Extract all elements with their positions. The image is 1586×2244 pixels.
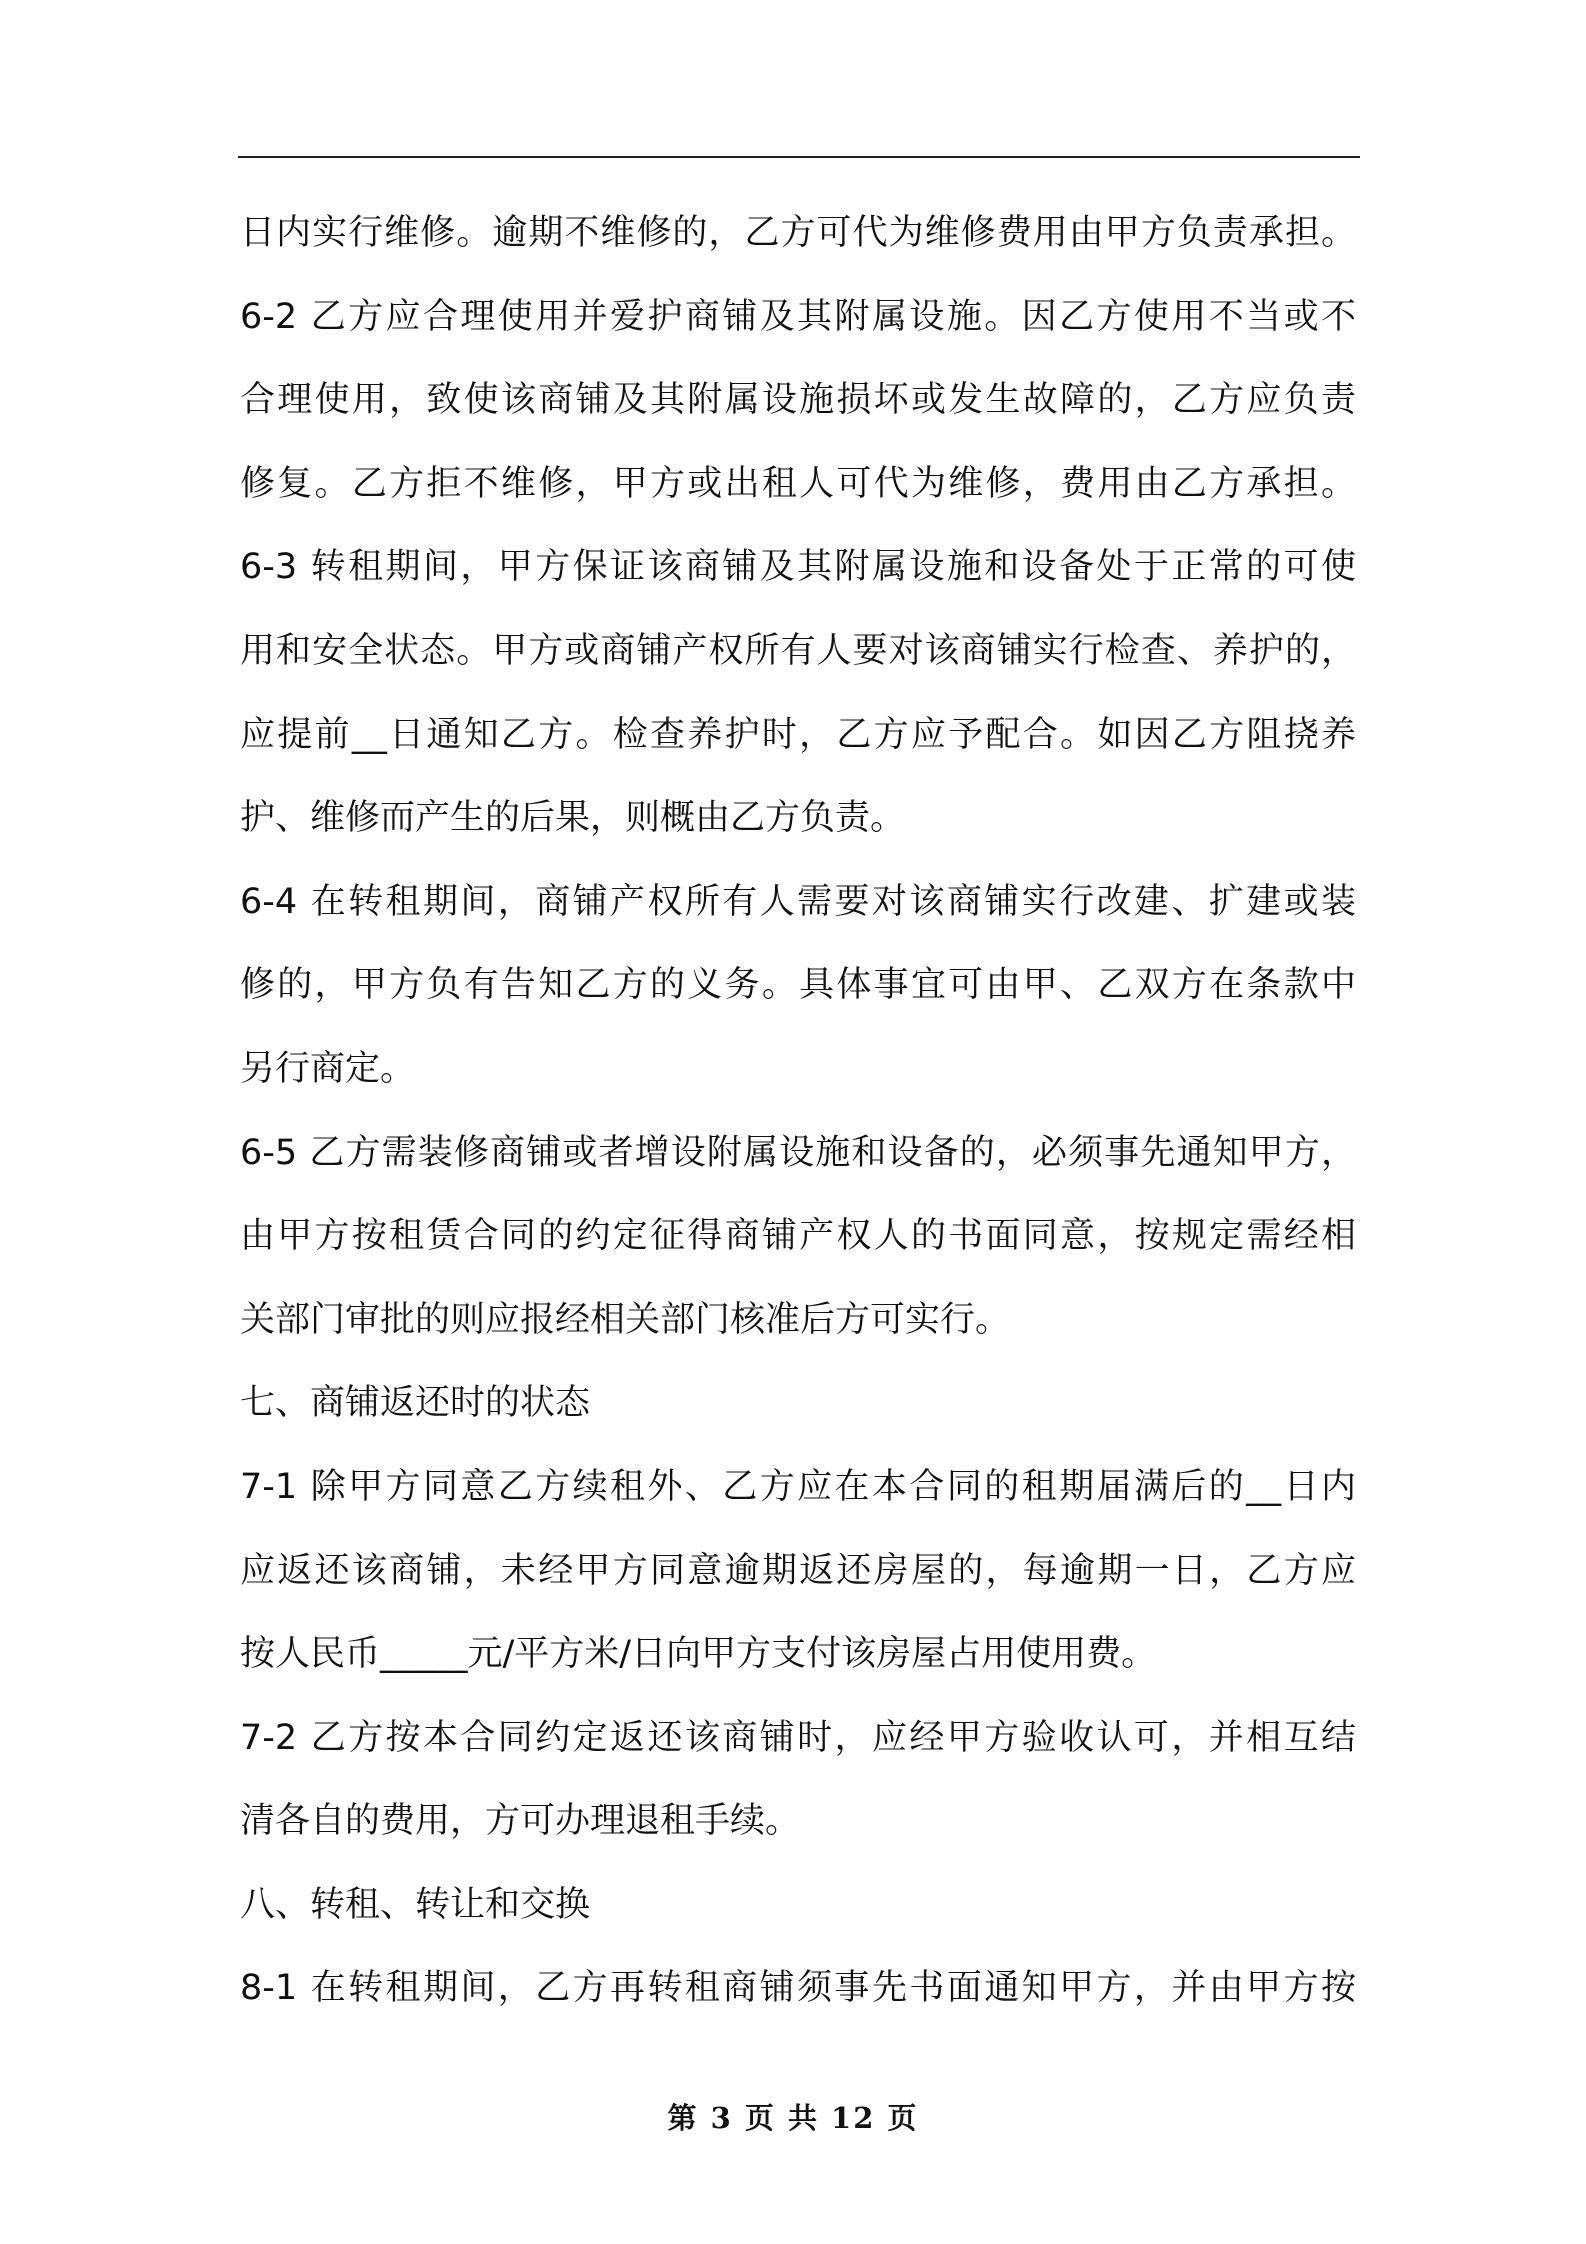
text-line: 6-5 乙方需装修商铺或者增设附属设施和设备的，必须事先通知甲方， [240,1132,1356,1173]
header-divider [238,156,1360,158]
text-line: 7-2 乙方按本合同约定返还该商铺时，应经甲方验收认可，并相互结 [240,1717,1356,1758]
text-line: 应提前__日通知乙方。检查养护时，乙方应予配合。如因乙方阻挠养 [240,714,1356,755]
text-line: 由甲方按租赁合同的约定征得商铺产权人的书面同意，按规定需经相 [240,1216,1356,1257]
document-body [240,192,1356,2031]
page-number: 第 3 页 共 12 页 [667,2101,919,2135]
text-line: 7-1 除甲方同意乙方续租外、乙方应在本合同的租期届满后的__日内 [240,1466,1356,1507]
text-line: 修复。乙方拒不维修，甲方或出租人可代为维修，费用由乙方承担。 [240,463,1356,504]
text-line: 修的，甲方负有告知乙方的义务。具体事宜可由甲、乙双方在条款中 [240,965,1356,1006]
text-line: 关部门审批的则应报经相关部门核准后方可实行。 [240,1299,1011,1340]
text-line: 日内实行维修。逾期不维修的，乙方可代为维修费用由甲方负责承担。 [240,213,1356,253]
text-line: 6-3 转租期间，甲方保证该商铺及其附属设施和设备处于正常的可使 [240,547,1356,588]
text-line: 另行商定。 [240,1048,416,1089]
text-line: 八、转租、转让和交换 [240,1884,591,1925]
text-line: 6-2 乙方应合理使用并爱护商铺及其附属设施。因乙方使用不当或不 [240,296,1356,337]
text-line: 七、商铺返还时的状态 [240,1383,591,1424]
text-line: 应返还该商铺，未经甲方同意逾期返还房屋的，每逾期一日，乙方应 [240,1550,1356,1591]
text-line: 护、维修而产生的后果，则概由乙方负责。 [240,798,906,839]
text-line: 合理使用，致使该商铺及其附属设施损坏或发生故障的，乙方应负责 [240,380,1356,421]
text-line: 6-4 在转租期间，商铺产权所有人需要对该商铺实行改建、扩建或装 [240,881,1356,922]
text-line: 用和安全状态。甲方或商铺产权所有人要对该商铺实行检查、养护的， [240,630,1356,671]
text-line: 8-1 在转租期间，乙方再转租商铺须事先书面通知甲方，并由甲方按 [240,1968,1356,2009]
text-line: 清各自的费用，方可办理退租手续。 [240,1801,801,1842]
text-line: 按人民币_____元/平方米/日向甲方支付该房屋占用使用费。 [240,1634,1157,1675]
